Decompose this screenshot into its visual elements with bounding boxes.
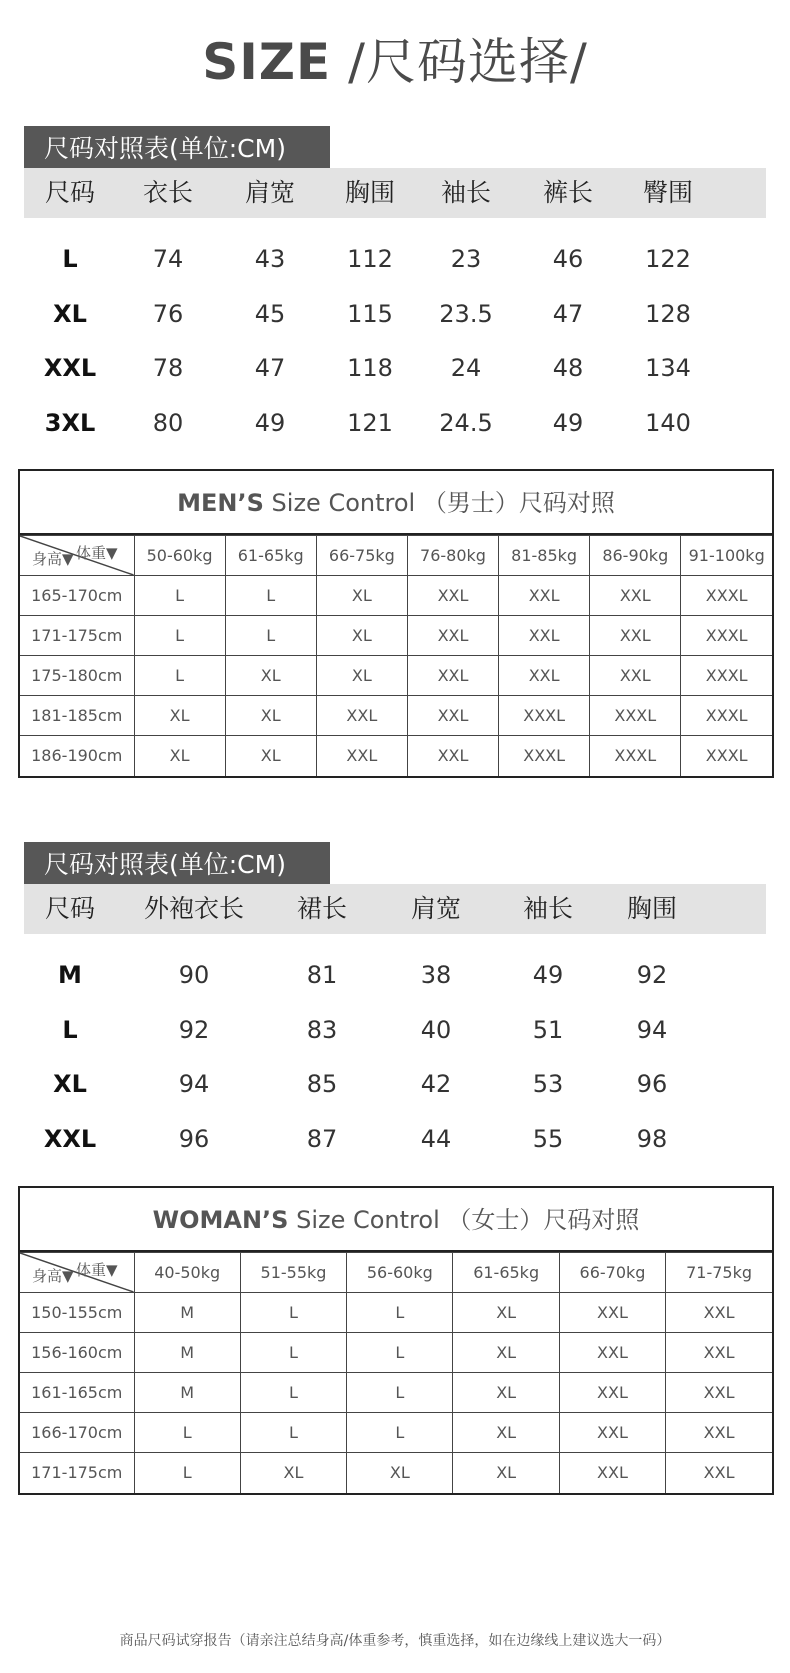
women-size-cell: L bbox=[240, 1293, 346, 1333]
men-weight-header-row bbox=[20, 536, 772, 576]
women-size-value: 51 bbox=[532, 1015, 564, 1044]
women-size-cell: XXL bbox=[559, 1293, 665, 1333]
weight-label: 体重▼ bbox=[75, 544, 118, 562]
women-weight-header: 66-70kg bbox=[559, 1253, 665, 1293]
women-header-cell: 裙长 bbox=[296, 894, 347, 923]
men-size-label: L bbox=[62, 245, 78, 273]
women-control-row bbox=[20, 1293, 772, 1333]
women-size-value: 94 bbox=[636, 1015, 668, 1044]
men-size-cell: XXXL bbox=[499, 696, 590, 736]
women-size-cell: L bbox=[347, 1413, 453, 1453]
men-size-value: 118 bbox=[347, 354, 393, 382]
men-size-cell: XXL bbox=[316, 736, 407, 776]
women-size-label: XXL bbox=[43, 1124, 97, 1153]
men-size-cell: XL bbox=[316, 656, 407, 696]
men-size-value: 80 bbox=[152, 408, 184, 437]
women-weight-header: 61-65kg bbox=[453, 1253, 559, 1293]
men-size-value: 23.5 bbox=[439, 299, 493, 328]
men-height-cell: 171-175cm bbox=[20, 616, 134, 656]
men-size-value: 134 bbox=[645, 354, 691, 382]
women-control-title bbox=[20, 1188, 772, 1252]
women-size-control-table bbox=[18, 1186, 774, 1495]
men-size-cell: XL bbox=[316, 576, 407, 616]
men-size-value: 47 bbox=[552, 299, 584, 328]
women-weight-header: 56-60kg bbox=[347, 1253, 453, 1293]
women-size-value: 81 bbox=[306, 961, 338, 989]
men-size-cell: XXL bbox=[590, 656, 681, 696]
men-weight-header: 66-75kg bbox=[316, 536, 407, 576]
men-control-title bbox=[20, 471, 772, 535]
women-size-value: 83 bbox=[306, 1015, 338, 1044]
women-size-label: XL bbox=[53, 1070, 87, 1098]
women-size-cell: XL bbox=[240, 1453, 346, 1493]
women-header-cell: 袖长 bbox=[522, 894, 573, 923]
women-size-value: 85 bbox=[306, 1070, 338, 1098]
men-size-value: 46 bbox=[552, 245, 584, 273]
women-size-cell: XL bbox=[453, 1373, 559, 1413]
women-size-cell: XXL bbox=[559, 1373, 665, 1413]
women-size-value: 96 bbox=[178, 1124, 210, 1153]
women-control-title-bold: WOMAN’S bbox=[152, 1206, 289, 1234]
women-control-grid bbox=[20, 1252, 772, 1493]
men-header-cell: 肩宽 bbox=[244, 178, 295, 207]
men-weight-header: 91-100kg bbox=[681, 536, 772, 576]
men-size-cell: XXL bbox=[316, 696, 407, 736]
women-size-cell: L bbox=[347, 1373, 453, 1413]
men-height-cell: 175-180cm bbox=[20, 656, 134, 696]
men-size-cell: XL bbox=[316, 616, 407, 656]
men-size-table-header bbox=[24, 168, 766, 218]
women-size-value: 42 bbox=[420, 1070, 452, 1098]
men-size-value: 48 bbox=[552, 354, 584, 382]
women-weight-header: 71-75kg bbox=[666, 1253, 772, 1293]
women-size-cell: L bbox=[347, 1333, 453, 1373]
men-size-cell: XXL bbox=[407, 616, 498, 656]
men-size-label: XL bbox=[53, 299, 87, 328]
women-size-row bbox=[24, 1055, 766, 1113]
men-size-label: 3XL bbox=[44, 408, 96, 437]
women-size-cell: XXL bbox=[666, 1333, 772, 1373]
men-size-table-tag: 尺码对照表(单位:CM) bbox=[24, 126, 330, 172]
women-size-cell: XXL bbox=[559, 1333, 665, 1373]
men-size-value: 76 bbox=[152, 299, 184, 328]
men-size-value: 47 bbox=[254, 354, 286, 382]
men-header-cell: 尺码 bbox=[44, 178, 95, 207]
women-size-value: 44 bbox=[420, 1124, 452, 1153]
height-label: 身高▼ bbox=[32, 550, 74, 568]
men-size-cell: L bbox=[134, 656, 225, 696]
men-size-value: 45 bbox=[254, 299, 286, 328]
men-size-value: 74 bbox=[152, 245, 184, 273]
men-size-row bbox=[24, 285, 766, 343]
men-size-cell: XL bbox=[134, 736, 225, 776]
men-size-cell: XXL bbox=[590, 576, 681, 616]
women-size-value: 55 bbox=[532, 1124, 564, 1153]
women-size-cell: L bbox=[240, 1333, 346, 1373]
title-en: SIZE bbox=[202, 33, 332, 91]
women-size-cell: XXL bbox=[666, 1453, 772, 1493]
women-size-label: M bbox=[58, 961, 82, 989]
men-weight-header: 76-80kg bbox=[407, 536, 498, 576]
men-control-title-rest: Size Control （男士）尺码对照 bbox=[263, 489, 615, 517]
men-size-cell: XXXL bbox=[681, 616, 772, 656]
men-size-value: 128 bbox=[645, 299, 691, 328]
men-size-row bbox=[24, 394, 766, 452]
men-height-cell: 186-190cm bbox=[20, 736, 134, 776]
women-size-value: 40 bbox=[420, 1015, 452, 1044]
men-size-cell: L bbox=[134, 616, 225, 656]
men-control-row bbox=[20, 656, 772, 696]
women-size-value: 98 bbox=[636, 1124, 668, 1153]
women-size-cell: XXL bbox=[666, 1293, 772, 1333]
men-size-label: XXL bbox=[43, 354, 97, 382]
women-control-row bbox=[20, 1413, 772, 1453]
women-size-cell: XL bbox=[347, 1453, 453, 1493]
weight-label: 体重▼ bbox=[75, 1261, 118, 1279]
men-size-row bbox=[24, 230, 766, 288]
men-size-cell: XXL bbox=[499, 576, 590, 616]
women-size-cell: M bbox=[134, 1333, 240, 1373]
women-control-row bbox=[20, 1333, 772, 1373]
women-size-cell: L bbox=[134, 1453, 240, 1493]
men-size-row bbox=[24, 339, 766, 397]
men-weight-header: 61-65kg bbox=[225, 536, 316, 576]
men-size-cell: XXL bbox=[407, 576, 498, 616]
women-control-row bbox=[20, 1373, 772, 1413]
men-header-cell: 臀围 bbox=[642, 178, 693, 207]
women-height-cell: 150-155cm bbox=[20, 1293, 134, 1333]
women-size-value: 87 bbox=[306, 1124, 338, 1153]
men-header-cell: 裤长 bbox=[542, 178, 593, 207]
women-size-cell: XL bbox=[453, 1453, 559, 1493]
footnote: 商品尺码试穿报告（请亲注总结身高/体重参考，慎重选择，如在边缘线上建议选大一码） bbox=[119, 1633, 671, 1649]
women-size-row bbox=[24, 946, 766, 1004]
men-size-cell: XXXL bbox=[681, 696, 772, 736]
men-size-value: 23 bbox=[450, 245, 482, 273]
women-header-cell: 肩宽 bbox=[410, 894, 461, 923]
women-height-cell: 171-175cm bbox=[20, 1453, 134, 1493]
women-header-cell: 胸围 bbox=[626, 894, 677, 923]
men-size-cell: XXL bbox=[407, 656, 498, 696]
men-size-value: 24 bbox=[450, 354, 482, 382]
men-size-value: 49 bbox=[552, 408, 584, 437]
women-size-cell: XL bbox=[453, 1413, 559, 1453]
men-size-cell: XL bbox=[225, 696, 316, 736]
women-weight-header-row bbox=[20, 1253, 772, 1293]
title-cn: /尺码选择/ bbox=[331, 33, 588, 91]
men-size-cell: L bbox=[225, 576, 316, 616]
men-size-cell: XXL bbox=[407, 696, 498, 736]
women-control-title-rest: Size Control （女士）尺码对照 bbox=[288, 1206, 640, 1234]
men-size-control-table bbox=[18, 469, 774, 778]
women-height-cell: 166-170cm bbox=[20, 1413, 134, 1453]
men-size-cell: XXL bbox=[590, 616, 681, 656]
men-size-cell: XL bbox=[225, 736, 316, 776]
men-size-value: 140 bbox=[645, 408, 691, 437]
men-header-cell: 衣长 bbox=[142, 178, 193, 207]
women-weight-header: 40-50kg bbox=[134, 1253, 240, 1293]
men-size-cell: XXXL bbox=[681, 736, 772, 776]
women-size-value: 49 bbox=[532, 961, 564, 989]
height-label: 身高▼ bbox=[32, 1267, 74, 1285]
men-size-value: 49 bbox=[254, 408, 286, 437]
women-size-value: 94 bbox=[178, 1070, 210, 1098]
men-size-value: 78 bbox=[152, 354, 184, 382]
women-size-value: 38 bbox=[420, 961, 452, 989]
men-weight-header: 50-60kg bbox=[134, 536, 225, 576]
women-size-cell: XXL bbox=[666, 1413, 772, 1453]
women-size-cell: XXL bbox=[559, 1413, 665, 1453]
women-size-table-tag: 尺码对照表(单位:CM) bbox=[24, 842, 330, 888]
women-size-cell: L bbox=[240, 1413, 346, 1453]
women-size-cell: L bbox=[134, 1413, 240, 1453]
women-size-cell: XXL bbox=[559, 1453, 665, 1493]
men-size-cell: XXXL bbox=[590, 696, 681, 736]
women-height-cell: 156-160cm bbox=[20, 1333, 134, 1373]
men-control-row bbox=[20, 616, 772, 656]
men-control-title-bold: MEN’S bbox=[177, 489, 264, 517]
men-size-cell: L bbox=[134, 576, 225, 616]
women-size-cell: XXL bbox=[666, 1373, 772, 1413]
men-size-cell: XL bbox=[134, 696, 225, 736]
men-control-row bbox=[20, 576, 772, 616]
women-size-value: 92 bbox=[178, 1015, 210, 1044]
men-height-cell: 165-170cm bbox=[20, 576, 134, 616]
men-weight-header: 81-85kg bbox=[499, 536, 590, 576]
men-size-cell: XXXL bbox=[681, 576, 772, 616]
women-size-value: 90 bbox=[178, 961, 210, 989]
women-height-cell: 161-165cm bbox=[20, 1373, 134, 1413]
women-size-cell: M bbox=[134, 1373, 240, 1413]
women-control-row bbox=[20, 1453, 772, 1493]
women-size-row bbox=[24, 1001, 766, 1059]
women-size-cell: L bbox=[347, 1293, 453, 1333]
men-corner-cell bbox=[20, 536, 134, 576]
men-size-value: 43 bbox=[254, 245, 286, 273]
men-size-cell: XXL bbox=[407, 736, 498, 776]
women-header-cell: 外袍衣长 bbox=[143, 894, 244, 923]
women-size-value: 96 bbox=[636, 1070, 668, 1098]
women-size-label: L bbox=[62, 1015, 78, 1044]
men-size-cell: XXL bbox=[499, 656, 590, 696]
men-size-value: 115 bbox=[347, 299, 393, 328]
men-size-cell: L bbox=[225, 616, 316, 656]
men-control-row bbox=[20, 696, 772, 736]
men-size-value: 24.5 bbox=[439, 408, 493, 437]
women-size-value: 92 bbox=[636, 961, 668, 989]
men-header-cell: 袖长 bbox=[440, 178, 491, 207]
men-size-cell: XXXL bbox=[499, 736, 590, 776]
women-size-row bbox=[24, 1110, 766, 1168]
page-title bbox=[0, 22, 790, 94]
men-weight-header: 86-90kg bbox=[590, 536, 681, 576]
men-control-row bbox=[20, 736, 772, 776]
men-header-cell: 胸围 bbox=[344, 178, 395, 207]
women-weight-header: 51-55kg bbox=[240, 1253, 346, 1293]
men-height-cell: 181-185cm bbox=[20, 696, 134, 736]
women-size-cell: L bbox=[240, 1373, 346, 1413]
men-size-value: 122 bbox=[645, 245, 691, 273]
women-corner-cell bbox=[20, 1253, 134, 1293]
men-size-cell: XXXL bbox=[590, 736, 681, 776]
women-size-cell: M bbox=[134, 1293, 240, 1333]
women-size-cell: XL bbox=[453, 1293, 559, 1333]
men-control-grid bbox=[20, 535, 772, 776]
women-header-cell: 尺码 bbox=[44, 894, 95, 923]
men-size-cell: XXXL bbox=[681, 656, 772, 696]
men-size-value: 112 bbox=[347, 245, 393, 273]
women-size-cell: XL bbox=[453, 1333, 559, 1373]
men-size-cell: XL bbox=[225, 656, 316, 696]
women-size-table-header bbox=[24, 884, 766, 934]
men-size-cell: XXL bbox=[499, 616, 590, 656]
men-size-value: 121 bbox=[347, 408, 393, 437]
women-size-value: 53 bbox=[532, 1070, 564, 1098]
